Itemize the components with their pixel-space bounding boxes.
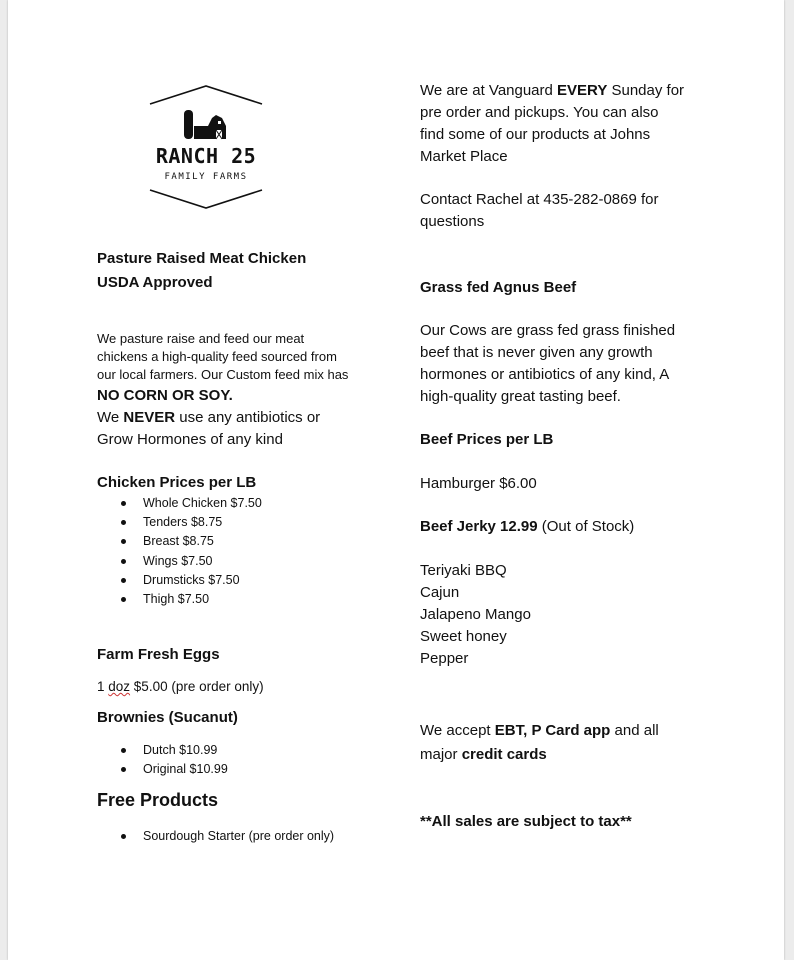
chicken-prices-heading: Chicken Prices per LB (97, 474, 257, 491)
tax-note: **All sales are subject to tax** (420, 813, 632, 830)
hamburger-price: Hamburger $6.00 (420, 475, 537, 492)
list-item: Thigh $7.50 (117, 590, 262, 609)
list-item: Pepper (420, 650, 469, 667)
chicken-price-list (117, 494, 262, 609)
list-item: Dutch $10.99 (117, 741, 228, 760)
logo-tagline: FAMILY FARMS (164, 172, 248, 182)
free-products-list (117, 827, 334, 846)
beef-prices-heading: Beef Prices per LB (420, 431, 554, 448)
beef-description: Our Cows are grass fed grass finished beef that is never given any growth hormones or antibiotics of any kind, A high-quality great tasting beef. (420, 322, 676, 405)
menu-page (8, 0, 784, 960)
ranch-logo (146, 82, 266, 212)
brownies-heading: Brownies (Sucanut) (97, 709, 238, 726)
barn-silo-icon (182, 108, 228, 140)
list-item: Wings $7.50 (117, 552, 262, 571)
list-item: Whole Chicken $7.50 (117, 494, 262, 513)
list-item: Drumsticks $7.50 (117, 571, 262, 590)
brownies-list (117, 741, 228, 779)
free-products-heading: Free Products (97, 790, 219, 810)
beef-jerky-price: Beef Jerky 12.99 (Out of Stock) (420, 518, 635, 535)
list-item: Original $10.99 (117, 760, 228, 779)
no-antibiotics-text: We NEVER use any antibiotics or Grow Hormones of any kind (97, 409, 321, 448)
chicken-heading: Pasture Raised Meat Chicken USDA Approved (97, 250, 307, 291)
eggs-heading: Farm Fresh Eggs (97, 646, 220, 663)
intro-text: We are at Vanguard EVERY Sunday for pre order and pickups. You can also find some of our products at Johns Market Place (420, 82, 685, 165)
list-item: Sweet honey (420, 628, 507, 645)
payment-text: We accept EBT, P Card app and all major credit cards (420, 722, 659, 763)
contact-text: Contact Rachel at 435-282-0869 for questions (420, 191, 659, 230)
list-item: Cajun (420, 584, 460, 601)
list-item: Teriyaki BBQ (420, 562, 507, 579)
chicken-description: We pasture raise and feed our meat chickens a high-quality feed sourced from our local farmers. Our Custom feed mix has (97, 331, 349, 382)
jerky-flavors (420, 560, 531, 670)
logo-name: RANCH 25 (155, 144, 257, 168)
no-corn-soy: NO CORN OR SOY. (97, 387, 233, 404)
eggs-price: 1 doz $5.00 (pre order only) (97, 679, 264, 694)
list-item: Breast $8.75 (117, 532, 262, 551)
list-item: Jalapeno Mango (420, 606, 531, 623)
list-item: Sourdough Starter (pre order only) (117, 827, 334, 846)
beef-heading: Grass fed Agnus Beef (420, 279, 577, 296)
list-item: Tenders $8.75 (117, 513, 262, 532)
